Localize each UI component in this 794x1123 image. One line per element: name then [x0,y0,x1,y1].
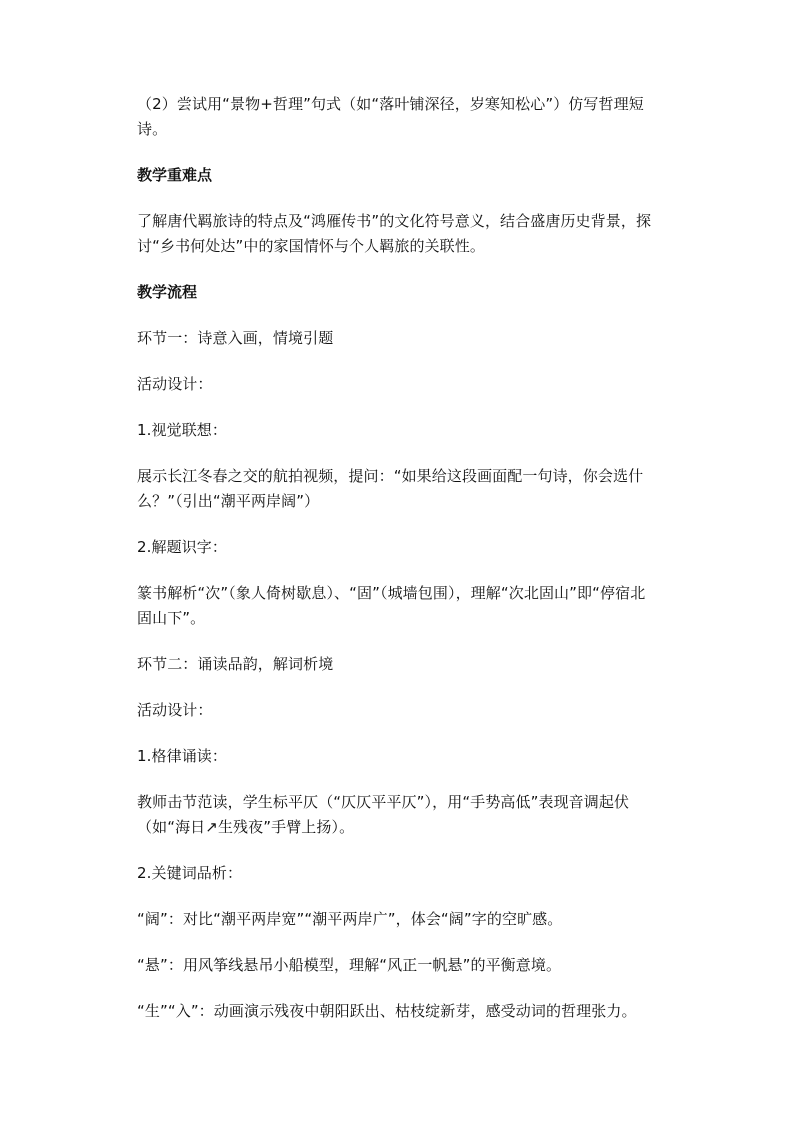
stage2-item2-a: “阔”：对比“潮平两岸宽”“潮平两岸广”，体会“阔”字的空旷感。 [137,910,563,928]
stage2-item1-text: 教师击节范读，学生标平仄（“仄仄平平仄”），用“手势高低”表现音调起伏（如“海日↗生残夜”手臂上扬）。 [137,793,630,836]
stage2-item1-title: 1.格律诵读： [137,747,228,765]
document-body [137,92,659,1024]
stage1-activity-label: 活动设计： [137,375,213,393]
stage2-item2-b: “悬”：用风筝线悬吊小船模型，理解“风正一帆悬”的平衡意境。 [137,956,562,974]
stage2-item2-title: 2.关键词品析： [137,864,243,882]
paragraph-task-2: （2）尝试用“景物+哲理”句式（如“落叶铺深径，岁寒知松心”）仿写哲理短诗。 [137,95,644,138]
stage1-item1-text: 展示长江冬春之交的航拍视频，提问：“如果给这段画面配一句诗，你会选什么？”（引出“潮平两岸阔”） [137,467,644,510]
stage2-activity-label: 活动设计： [137,701,213,719]
stage1-item2-title: 2.解题识字： [137,538,228,556]
heading-teaching-process: 教学流程 [137,283,198,301]
stage1-item1-title: 1.视觉联想： [137,421,228,439]
stage1-title: 环节一：诗意入画，情境引题 [137,329,334,347]
heading-key-points: 教学重难点 [137,166,213,184]
stage1-item2-text: 篆书解析“次”（象人倚树歇息）、“固”（城墙包围），理解“次北固山”即“停宿北固山下”。 [137,584,646,627]
paragraph-key-points: 了解唐代羁旅诗的特点及“鸿雁传书”的文化符号意义，结合盛唐历史背景，探讨“乡书何处达”中的家国情怀与个人羁旅的关联性。 [137,212,652,255]
stage2-title: 环节二：诵读品韵，解词析境 [137,655,334,673]
stage2-item2-c: “生”“入”：动画演示残夜中朝阳跃出、枯枝绽新芽，感受动词的哲理张力。 [137,1002,637,1020]
